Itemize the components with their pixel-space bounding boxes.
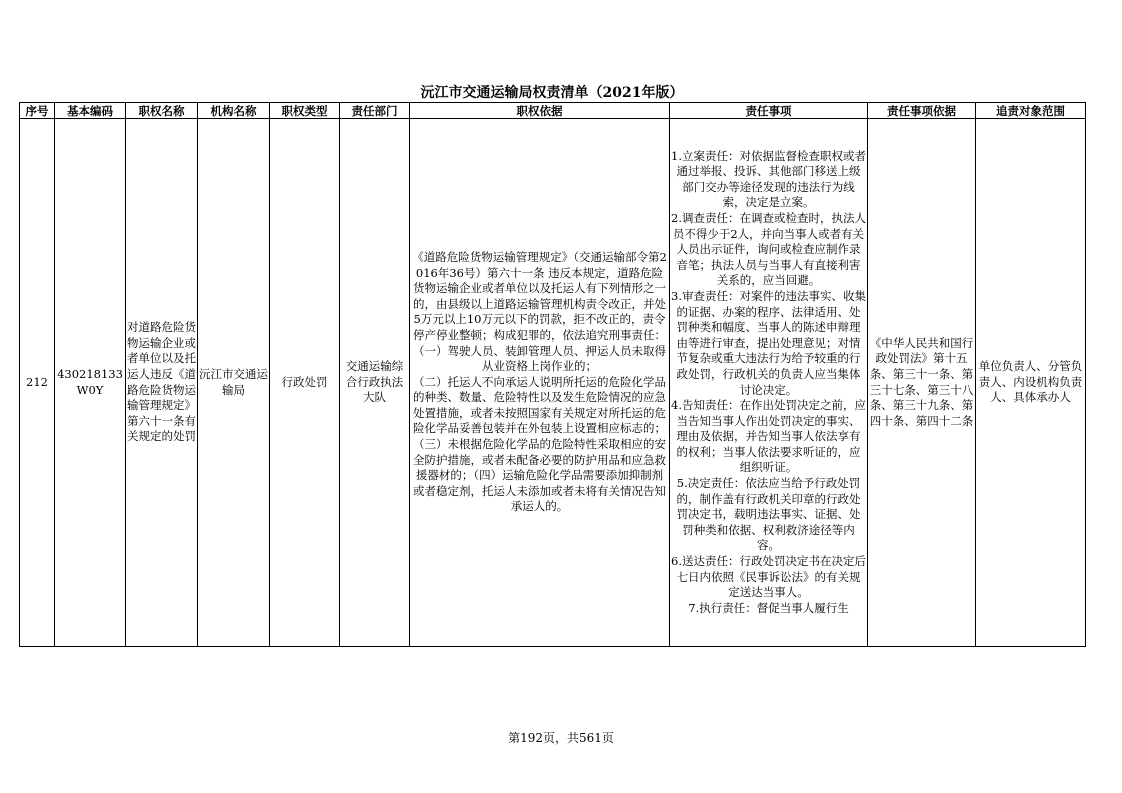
- basis-paragraph-1: 《道路危险货物运输管理规定》（交通运输部令第2016年36号）第六十一条 违反本规定，道路危险货物运输企业或者单位以及托运人有下列情形之一的，由县级以上道路运输管理机构责令改正，并处5万元以上10万元以下的罚款，拒不改正的，责令停产停业整顿；构成犯罪的，依法追究刑事责任：（一）驾驶人员、装卸管理人员、押运人员未取得从业资格上岗作业的；: [412, 249, 667, 374]
- table-row: [20, 119, 1086, 647]
- header-dept: 责任部门: [340, 103, 410, 119]
- cell-seq: 212: [20, 119, 55, 647]
- cell-duties: [670, 119, 868, 647]
- header-code: 基本编码: [55, 103, 126, 119]
- header-duties: 责任事项: [670, 103, 868, 119]
- header-power-name: 职权名称: [126, 103, 198, 119]
- header-power-type: 职权类型: [270, 103, 340, 119]
- header-row: [20, 103, 1086, 119]
- power-list-table: [19, 102, 1086, 647]
- cell-dept: 交通运输综合行政执法大队: [340, 119, 410, 647]
- header-accountability: 追责对象范围: [976, 103, 1086, 119]
- cell-basis: [410, 119, 670, 647]
- header-basis: 职权依据: [410, 103, 670, 119]
- duty-investigation: 2.调查责任：在调查或检查时，执法人员不得少于2人，并向当事人或者有关人员出示证件，询问或检查应制作录音笔；执法人员与当事人有直接利害关系的，应当回避。: [671, 210, 866, 288]
- header-seq: 序号: [20, 103, 55, 119]
- header-duty-basis: 责任事项依据: [868, 103, 976, 119]
- duty-delivery: 6.送达责任：行政处罚决定书在决定后七日内依照《民事诉讼法》的有关规定送达当事人。: [671, 554, 866, 600]
- basis-paragraph-2: （二）托运人不向承运人说明所托运的危险化学品的种类、数量、危险特性以及发生危险情况的应急处置措施，或者未按照国家有关规定对所托运的危险化学品妥善包装并在外包装上设置相应标志的；: [413, 374, 666, 436]
- duty-review: 3.审查责任：对案件的违法事实、收集的证据、办案的程序、法律适用、处罚种类和幅度、当事人的陈述申辩理由等进行审查，提出处理意见；对情节复杂或重大违法行为给予较重的行政处罚，行政机关的负责人应当集体讨论决定。: [671, 288, 866, 397]
- cell-org-name: 沅江市交通运输局: [198, 119, 270, 647]
- duty-filing: 1.立案责任：对依据监督检查职权或者通过举报、投诉、其他部门移送上级部门交办等途径发现的违法行为线索，决定是立案。: [671, 148, 866, 210]
- cell-duty-basis: 《中华人民共和国行政处罚法》第十五条、第三十一条、第三十七条、第三十八条、第三十九条、第四十条、第四十二条: [868, 119, 976, 647]
- duty-decision: 5.决定责任：依法应当给予行政处罚的，制作盖有行政机关印章的行政处罚决定书，载明违法事实、证据、处罚种类和依据、权利救济途径等内容。: [676, 476, 861, 553]
- duty-execution: 7.执行责任：督促当事人履行生: [688, 600, 849, 615]
- page-title: 沅江市交通运输局权责清单（2021年版）: [420, 85, 684, 101]
- basis-paragraph-3: （三）未根据危险化学品的危险特性采取相应的安全防护措施，或者未配备必要的防护用品和应急救援器材的；（四）运输危险化学品需要添加抑制剂或者稳定剂，托运人未添加或者未将有关情况告知承运人的。: [413, 437, 666, 514]
- page-number: 第192页，共561页: [508, 731, 614, 745]
- cell-power-type: 行政处罚: [270, 119, 340, 647]
- cell-code: 430218133W0Y: [55, 119, 126, 647]
- duty-notification: 4.告知责任：在作出处罚决定之前，应当告知当事人作出处罚决定的事实、理由及依据，并告知当事人依法享有的权利；当事人依法要求听证的，应组织听证。: [671, 398, 866, 475]
- cell-accountability: 单位负责人、分管负责人、内设机构负责人、具体承办人: [976, 119, 1086, 647]
- cell-power-name: 对道路危险货物运输企业或者单位以及托运人违反《道路危险货物运输管理规定》第六十一条有关规定的处罚: [126, 119, 198, 647]
- header-org-name: 机构名称: [198, 103, 270, 119]
